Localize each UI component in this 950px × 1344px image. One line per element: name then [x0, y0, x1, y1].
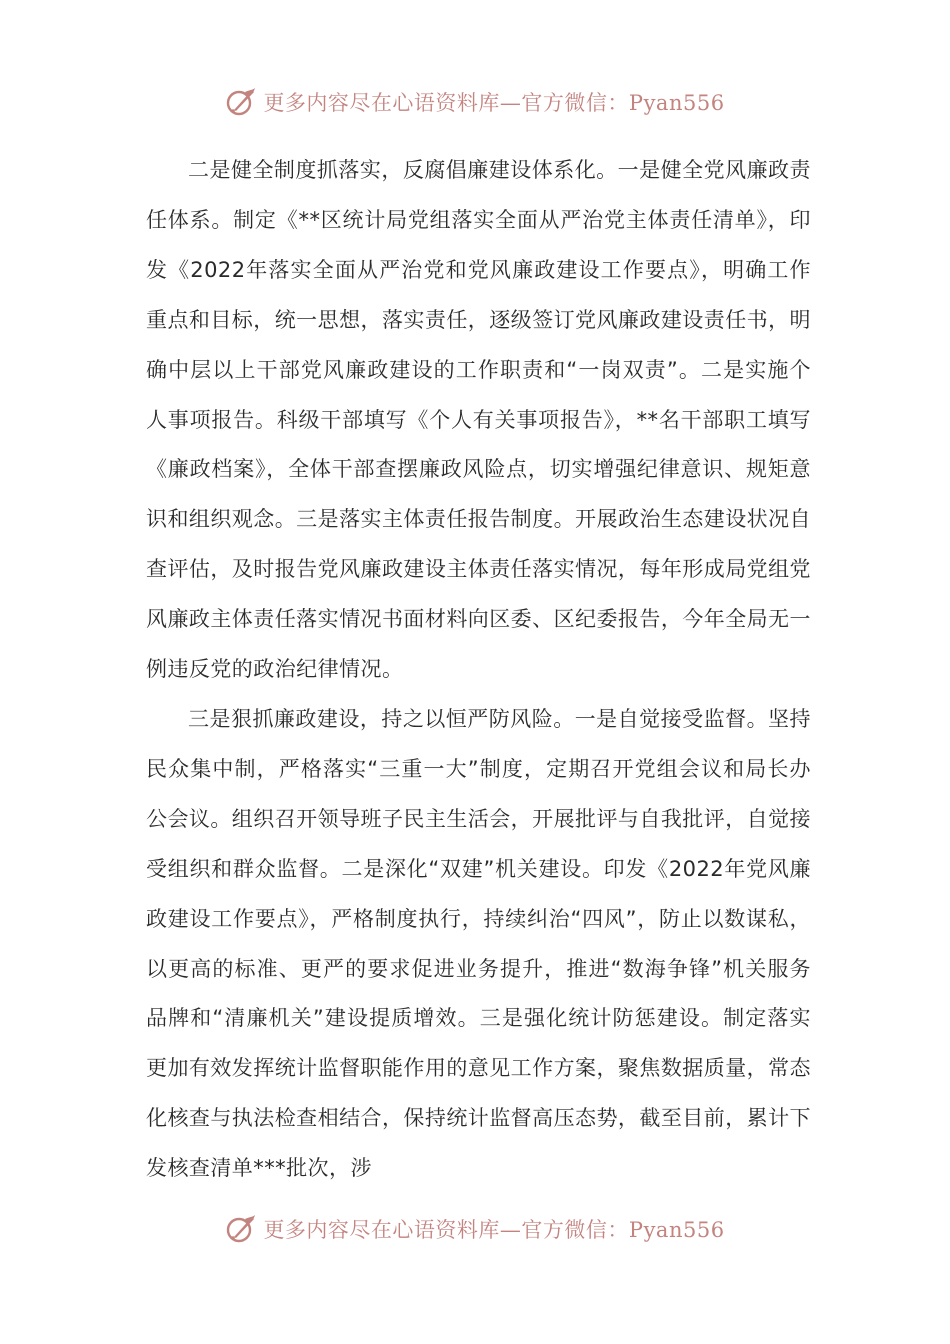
document-body — [146, 146, 811, 1194]
quill-pen-circle-icon — [225, 86, 257, 118]
quill-pen-circle-icon — [225, 1213, 257, 1245]
header-banner — [0, 80, 950, 124]
footer-banner-text: 更多内容尽在心语资料库—官方微信：Pyan556 — [263, 1218, 725, 1242]
header-banner-text: 更多内容尽在心语资料库—官方微信：Pyan556 — [263, 91, 725, 115]
paragraph-integrity-building: 三是狠抓廉政建设，持之以恒严防风险。一是自觉接受监督。坚持民众集中制，严格落实“三重一大”制度，定期召开党组会议和局长办公会议。组织召开领导班子民主生活会，开展批评与自我批评，自觉接受组织和群众监督。二是深化“双建”机关建设。印发《2022年党风廉政建设工作要点》，严格制度执行，持续纠治“四风”，防止以数谋私，以更高的标准、更严的要求促进业务提升，推进“数海争锋”机关服务品牌和“清廉机关”建设提质增效。三是强化统计防惩建设。制定落实更加有效发挥统计监督职能作用的意见工作方案，聚焦数据质量，常态化核查与执法检查相结合，保持统计监督高压态势，截至目前，累计下发核查清单***批次，涉 — [146, 706, 811, 1181]
paragraph-anti-corruption-system: 二是健全制度抓落实，反腐倡廉建设体系化。一是健全党风廉政责任体系。制定《**区统计局党组落实全面从严治党主体责任清单》，印发《2022年落实全面从严治党和党风廉政建设工作要点》，明确工作重点和目标，统一思想，落实责任，逐级签订党风廉政建设责任书，明确中层以上干部党风廉政建设的工作职责和“一岗双责”。二是实施个人事项报告。科级干部填写《个人有关事项报告》，**名干部职工填写《廉政档案》，全体干部查摆廉政风险点，切实增强纪律意识、规矩意识和组织观念。三是落实主体责任报告制度。开展政治生态建设状况自查评估，及时报告党风廉政建设主体责任落实情况，每年形成局党组党风廉政主体责任落实情况书面材料向区委、区纪委报告，今年全局无一例违反党的政治纪律情况。 — [146, 158, 811, 682]
footer-banner — [0, 1207, 950, 1251]
